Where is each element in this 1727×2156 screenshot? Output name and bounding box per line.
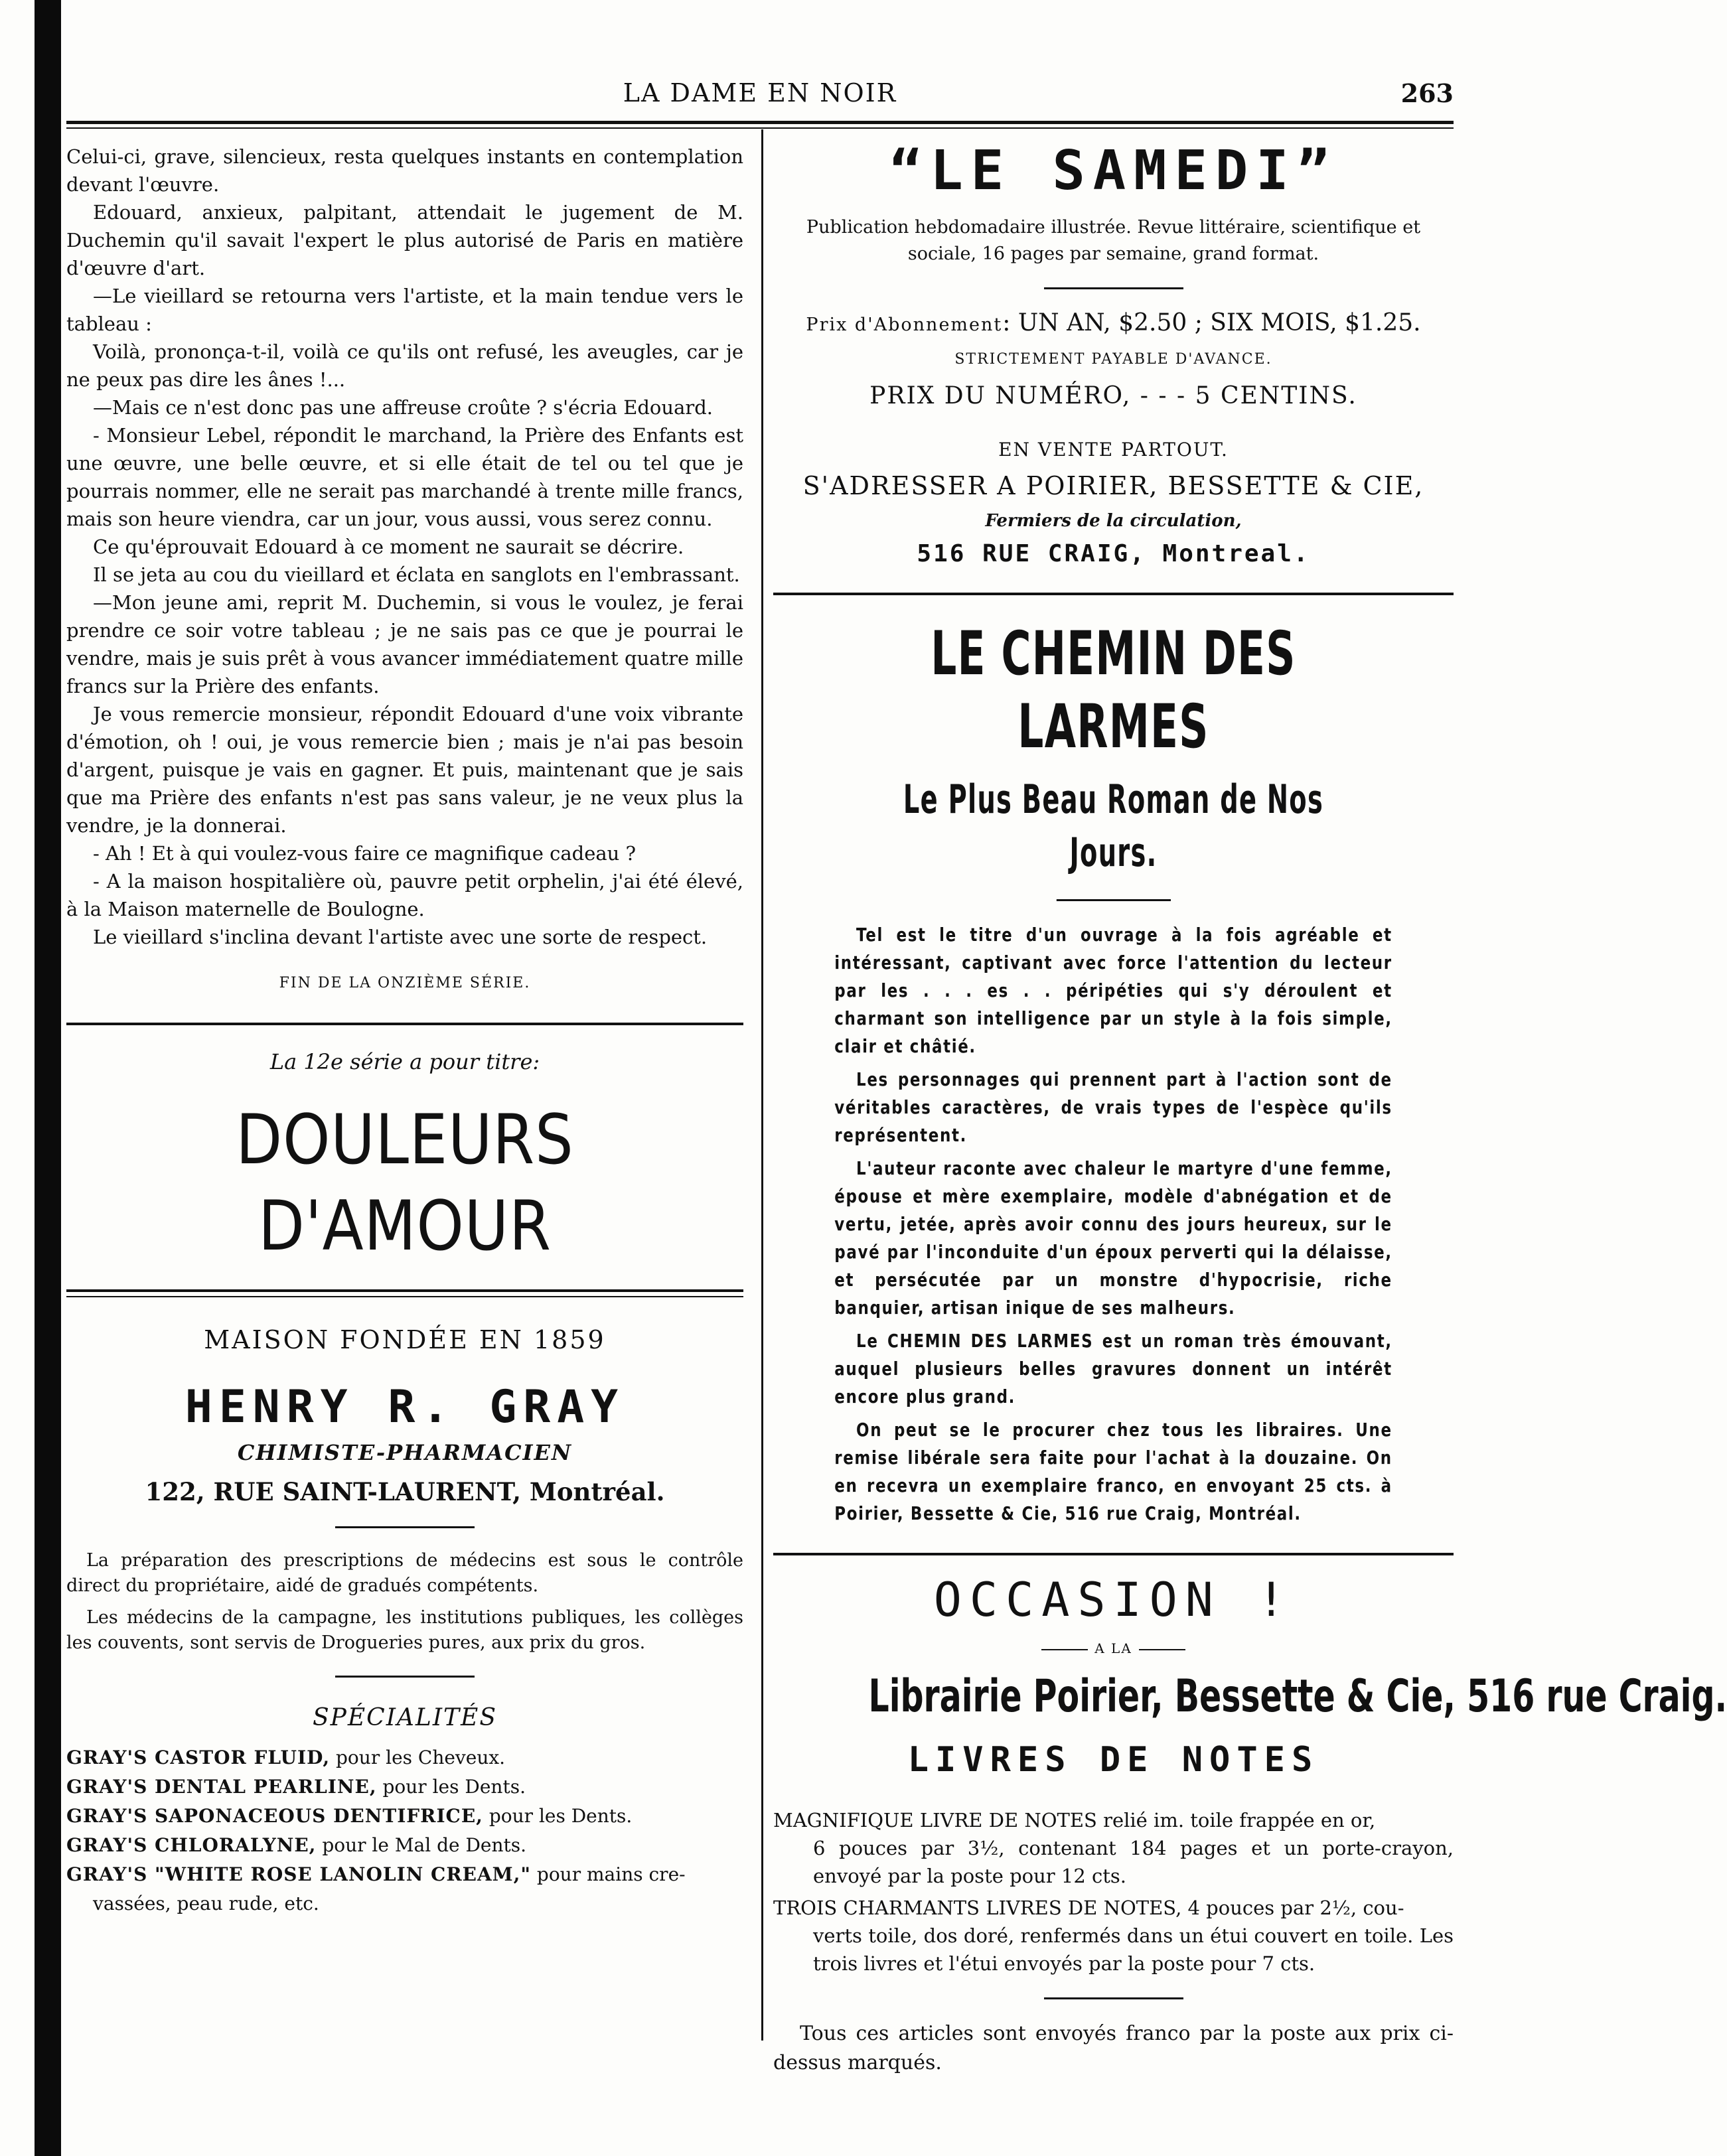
samedi-advertisement [773, 135, 1454, 567]
samedi-subscription-value: : UN AN, $2.50 ; SIX MOIS, $1.25. [1002, 309, 1421, 336]
livre-item-rest: 4 pouces par 2½, cou- [1181, 1897, 1404, 1919]
occasion-footer: Tous ces articles sont envoyés franco par la poste aux prix ci-dessus marqués. [773, 2022, 1454, 2074]
chemin-subtitle: Le Plus Beau Roman de Nos Jours. [903, 776, 1324, 876]
rule-right [1139, 1649, 1185, 1650]
librairie-name: Librairie Poirier, Bessette & Cie, 516 rue Craig. [868, 1670, 1727, 1723]
gray-profession: CHIMISTE-PHARMACIEN [237, 1440, 573, 1465]
chemin-advertisement [834, 618, 1392, 1528]
short-rule [1044, 287, 1183, 289]
story-paragraph: - A la maison hospitalière où, pauvre petit orphelin, j'ai été élevé, à la Maison maternelle de Boulogne. [66, 870, 743, 920]
specialite-name: GRAY'S CHLORALYNE, [66, 1834, 317, 1856]
short-rule [335, 1526, 475, 1528]
short-rule [335, 1676, 475, 1678]
specialite-item [66, 1831, 743, 1860]
section-rule [773, 1553, 1454, 1555]
livres-list [773, 1806, 1454, 1977]
story-text [66, 143, 743, 997]
next-series-caption: La 12e série a pour titre: [269, 1049, 540, 1074]
page-binding-edge [35, 0, 61, 2156]
specialite-desc: pour mains cre- [531, 1863, 686, 1885]
story-paragraph: Il se jeta au cou du vieillard et éclata en sanglots en l'embrassant. [93, 563, 740, 586]
chemin-paragraph: Les personnages qui prennent part à l'action sont de véritables caractères, de vrais types de l'espèce qu'ils représentent. [834, 1068, 1392, 1146]
gray-founded: MAISON FONDÉE EN 1859 [204, 1325, 606, 1354]
story-paragraph: —Le vieillard se retourna vers l'artiste, et la main tendue vers le tableau : [66, 285, 743, 335]
story-paragraph: Le vieillard s'inclina devant l'artiste avec une sorte de respect. [93, 926, 708, 948]
occasion-title: OCCASION ! [933, 1573, 1294, 1627]
story-paragraph: Je vous remercie monsieur, répondit Edouard d'une voix vibrante d'émotion, oh ! oui, je vous remercie bien ; mais je n'ai pas besoin d'argent, puisque je vais en gagner. Et puis, maintenant que je sais que ma Prière des enfants n'est pas sans valeur, je ne veux plus la vendre, je la donnerai. [66, 703, 743, 837]
specialite-name: GRAY'S "WHITE ROSE LANOLIN CREAM," [66, 1863, 531, 1885]
rule-left [1041, 1649, 1088, 1650]
occasion-advertisement [773, 1573, 1727, 2078]
right-column [773, 129, 1727, 2078]
specialite-name: GRAY'S SAPONACEOUS DENTIFRICE, [66, 1805, 483, 1827]
short-rule [1044, 1997, 1183, 1999]
header-rule [66, 121, 1454, 129]
story-paragraph: - Ah ! Et à qui voulez-vous faire ce magnifique cadeau ? [93, 842, 637, 865]
samedi-on-sale: EN VENTE PARTOUT. [998, 439, 1229, 461]
specialite-desc: pour les Dents. [483, 1805, 633, 1827]
running-title: LA DAME EN NOIR [623, 78, 897, 108]
specialite-desc-continued: vassées, peau rude, etc. [93, 1893, 319, 1914]
samedi-subscription [773, 309, 1454, 336]
gray-paragraph: La préparation des prescriptions de médecins est sous le contrôle direct du propriétaire, aidé de gradués compétents. [66, 1550, 743, 1596]
chemin-paragraph: Le CHEMIN DES LARMES est un roman très émouvant, auquel plusieurs belles gravures donnent un intérêt encore plus grand. [834, 1330, 1392, 1407]
story-paragraph: Edouard, anxieux, palpitant, attendait le jugement de M. Duchemin qu'il savait l'expert le plus autorisé de Paris en matière d'œuvre d'art. [66, 201, 743, 279]
series-end-note: FIN DE LA ONZIÈME SÉRIE. [279, 975, 531, 991]
page-number: 263 [1400, 78, 1454, 108]
livre-item [773, 1806, 1454, 1890]
livres-heading: LIVRES DE NOTES [907, 1740, 1319, 1780]
left-column [66, 143, 743, 1918]
specialite-desc: pour les Dents. [376, 1776, 526, 1798]
livre-item-rest: relié im. toile frappée en or, [1096, 1809, 1376, 1832]
livre-item [773, 1894, 1454, 1977]
specialite-item [66, 1860, 743, 1918]
livre-item-details: 6 pouces par 3½, contenant 184 pages et un porte-crayon, envoyé par la poste pour 12 cts. [813, 1837, 1454, 1887]
specialite-item [66, 1802, 743, 1831]
specialite-item [66, 1743, 743, 1772]
gray-name: HENRY R. GRAY [185, 1381, 625, 1433]
chemin-paragraph: On peut se le procurer chez tous les libraires. Une remise libérale sera faite pour l'achat à la douzaine. On en recevra un exemplaire franco, en envoyant 25 cts. à Poirier, Bessette & Cie, 516 rue Craig, Montréal. [834, 1419, 1392, 1524]
samedi-contact: S'ADRESSER A POIRIER, BESSETTE & CIE, [802, 471, 1424, 500]
chemin-paragraph: Tel est le titre d'un ouvrage à la fois agréable et intéressant, captivant avec force l'attention du lecteur par les . . . es . . péripéties qui s'y déroulent et charmant son intelligence par un style à la fois simple, clair et châtié. [834, 924, 1392, 1057]
specialite-name: GRAY'S DENTAL PEARLINE, [66, 1776, 377, 1798]
specialite-desc: pour les Cheveux. [330, 1747, 506, 1768]
section-rule [773, 593, 1454, 595]
specialites-heading: SPÉCIALITÉS [312, 1704, 497, 1731]
story-paragraph: Ce qu'éprouvait Edouard à ce moment ne saurait se décrire. [93, 536, 684, 558]
chemin-paragraph: L'auteur raconte avec chaleur le martyre d'une femme, épouse et mère exemplaire, modèle d'abnégation et de vertu, jetée, après avoir connu des jours heureux, sur le pavé par l'inconduite d'un époux perverti qui la délaisse, et persécutée par un monstre d'hypocrisie, riche banquier, artisan inique de ses malheurs. [834, 1157, 1392, 1319]
next-series-title: DOULEURS D'AMOUR [236, 1100, 574, 1266]
specialites-list [66, 1743, 743, 1918]
specialite-desc: pour le Mal de Dents. [316, 1834, 527, 1856]
a-la-text: A LA [1094, 1640, 1132, 1656]
specialite-name: GRAY'S CASTOR FLUID, [66, 1747, 331, 1768]
section-double-rule [66, 1289, 743, 1297]
section-rule [66, 1023, 743, 1025]
samedi-issue-price: PRIX DU NUMÉRO, - - - 5 CENTINS. [869, 382, 1357, 409]
short-rule [1056, 899, 1170, 901]
gray-address: 122, RUE SAINT-LAURENT, Montréal. [145, 1477, 665, 1506]
samedi-title: “LE SAMEDI” [889, 139, 1338, 202]
specialite-item [66, 1772, 743, 1802]
column-rule [761, 129, 763, 2041]
livre-item-lead: MAGNIFIQUE LIVRE DE NOTES [773, 1809, 1097, 1832]
samedi-circulation: Fermiers de la circulation, [985, 511, 1242, 531]
livre-item-details: verts toile, dos doré, renfermés dans un étui couvert en toile. Les trois livres et l'étui envoyés par la poste pour 7 cts. [813, 1924, 1454, 1975]
story-paragraph: —Mon jeune ami, reprit M. Duchemin, si vous le voulez, je ferai prendre ce soir votre tableau ; je ne sais pas ce que je pourrai le vendre, mais je suis prêt à vous avancer immédiatement quatre mille francs sur la Prière des enfants. [66, 591, 743, 697]
samedi-subscription-label: Prix d'Abonnement [806, 315, 1003, 335]
livre-item-lead: TROIS CHARMANTS LIVRES DE NOTES, [773, 1897, 1182, 1919]
running-header [66, 78, 1454, 118]
story-paragraph: - Monsieur Lebel, répondit le marchand, la Prière des Enfants est une œuvre, une belle œuvre, et si elle était de tel ou tel que je pourrais nommer, elle ne serait pas marchandé à trente mille francs, mais son heure viendra, car un jour, vous aussi, vous serez connu. [66, 424, 743, 530]
samedi-payable: STRICTEMENT PAYABLE D'AVANCE. [954, 351, 1272, 368]
occasion-a-la [773, 1640, 1454, 1656]
samedi-street: 516 RUE CRAIG, Montreal. [917, 540, 1310, 567]
story-paragraph: Celui-ci, grave, silencieux, resta quelques instants en contemplation devant l'œuvre. [66, 145, 743, 196]
chemin-title: LE CHEMIN DES LARMES [931, 619, 1296, 762]
story-paragraph: Voilà, prononça-t-il, voilà ce qu'ils ont refusé, les aveugles, car je ne peux pas dire les ânes !... [66, 340, 743, 391]
gray-advertisement [66, 1325, 743, 1918]
samedi-description: Publication hebdomadaire illustrée. Revue littéraire, scientifique et sociale, 16 pages par semaine, grand format. [806, 217, 1421, 264]
gray-paragraph: Les médecins de la campagne, les institutions publiques, les collèges les couvents, sont servis de Drogueries pures, aux prix du gros. [66, 1607, 743, 1653]
story-paragraph: —Mais ce n'est donc pas une affreuse croûte ? s'écria Edouard. [93, 396, 713, 419]
